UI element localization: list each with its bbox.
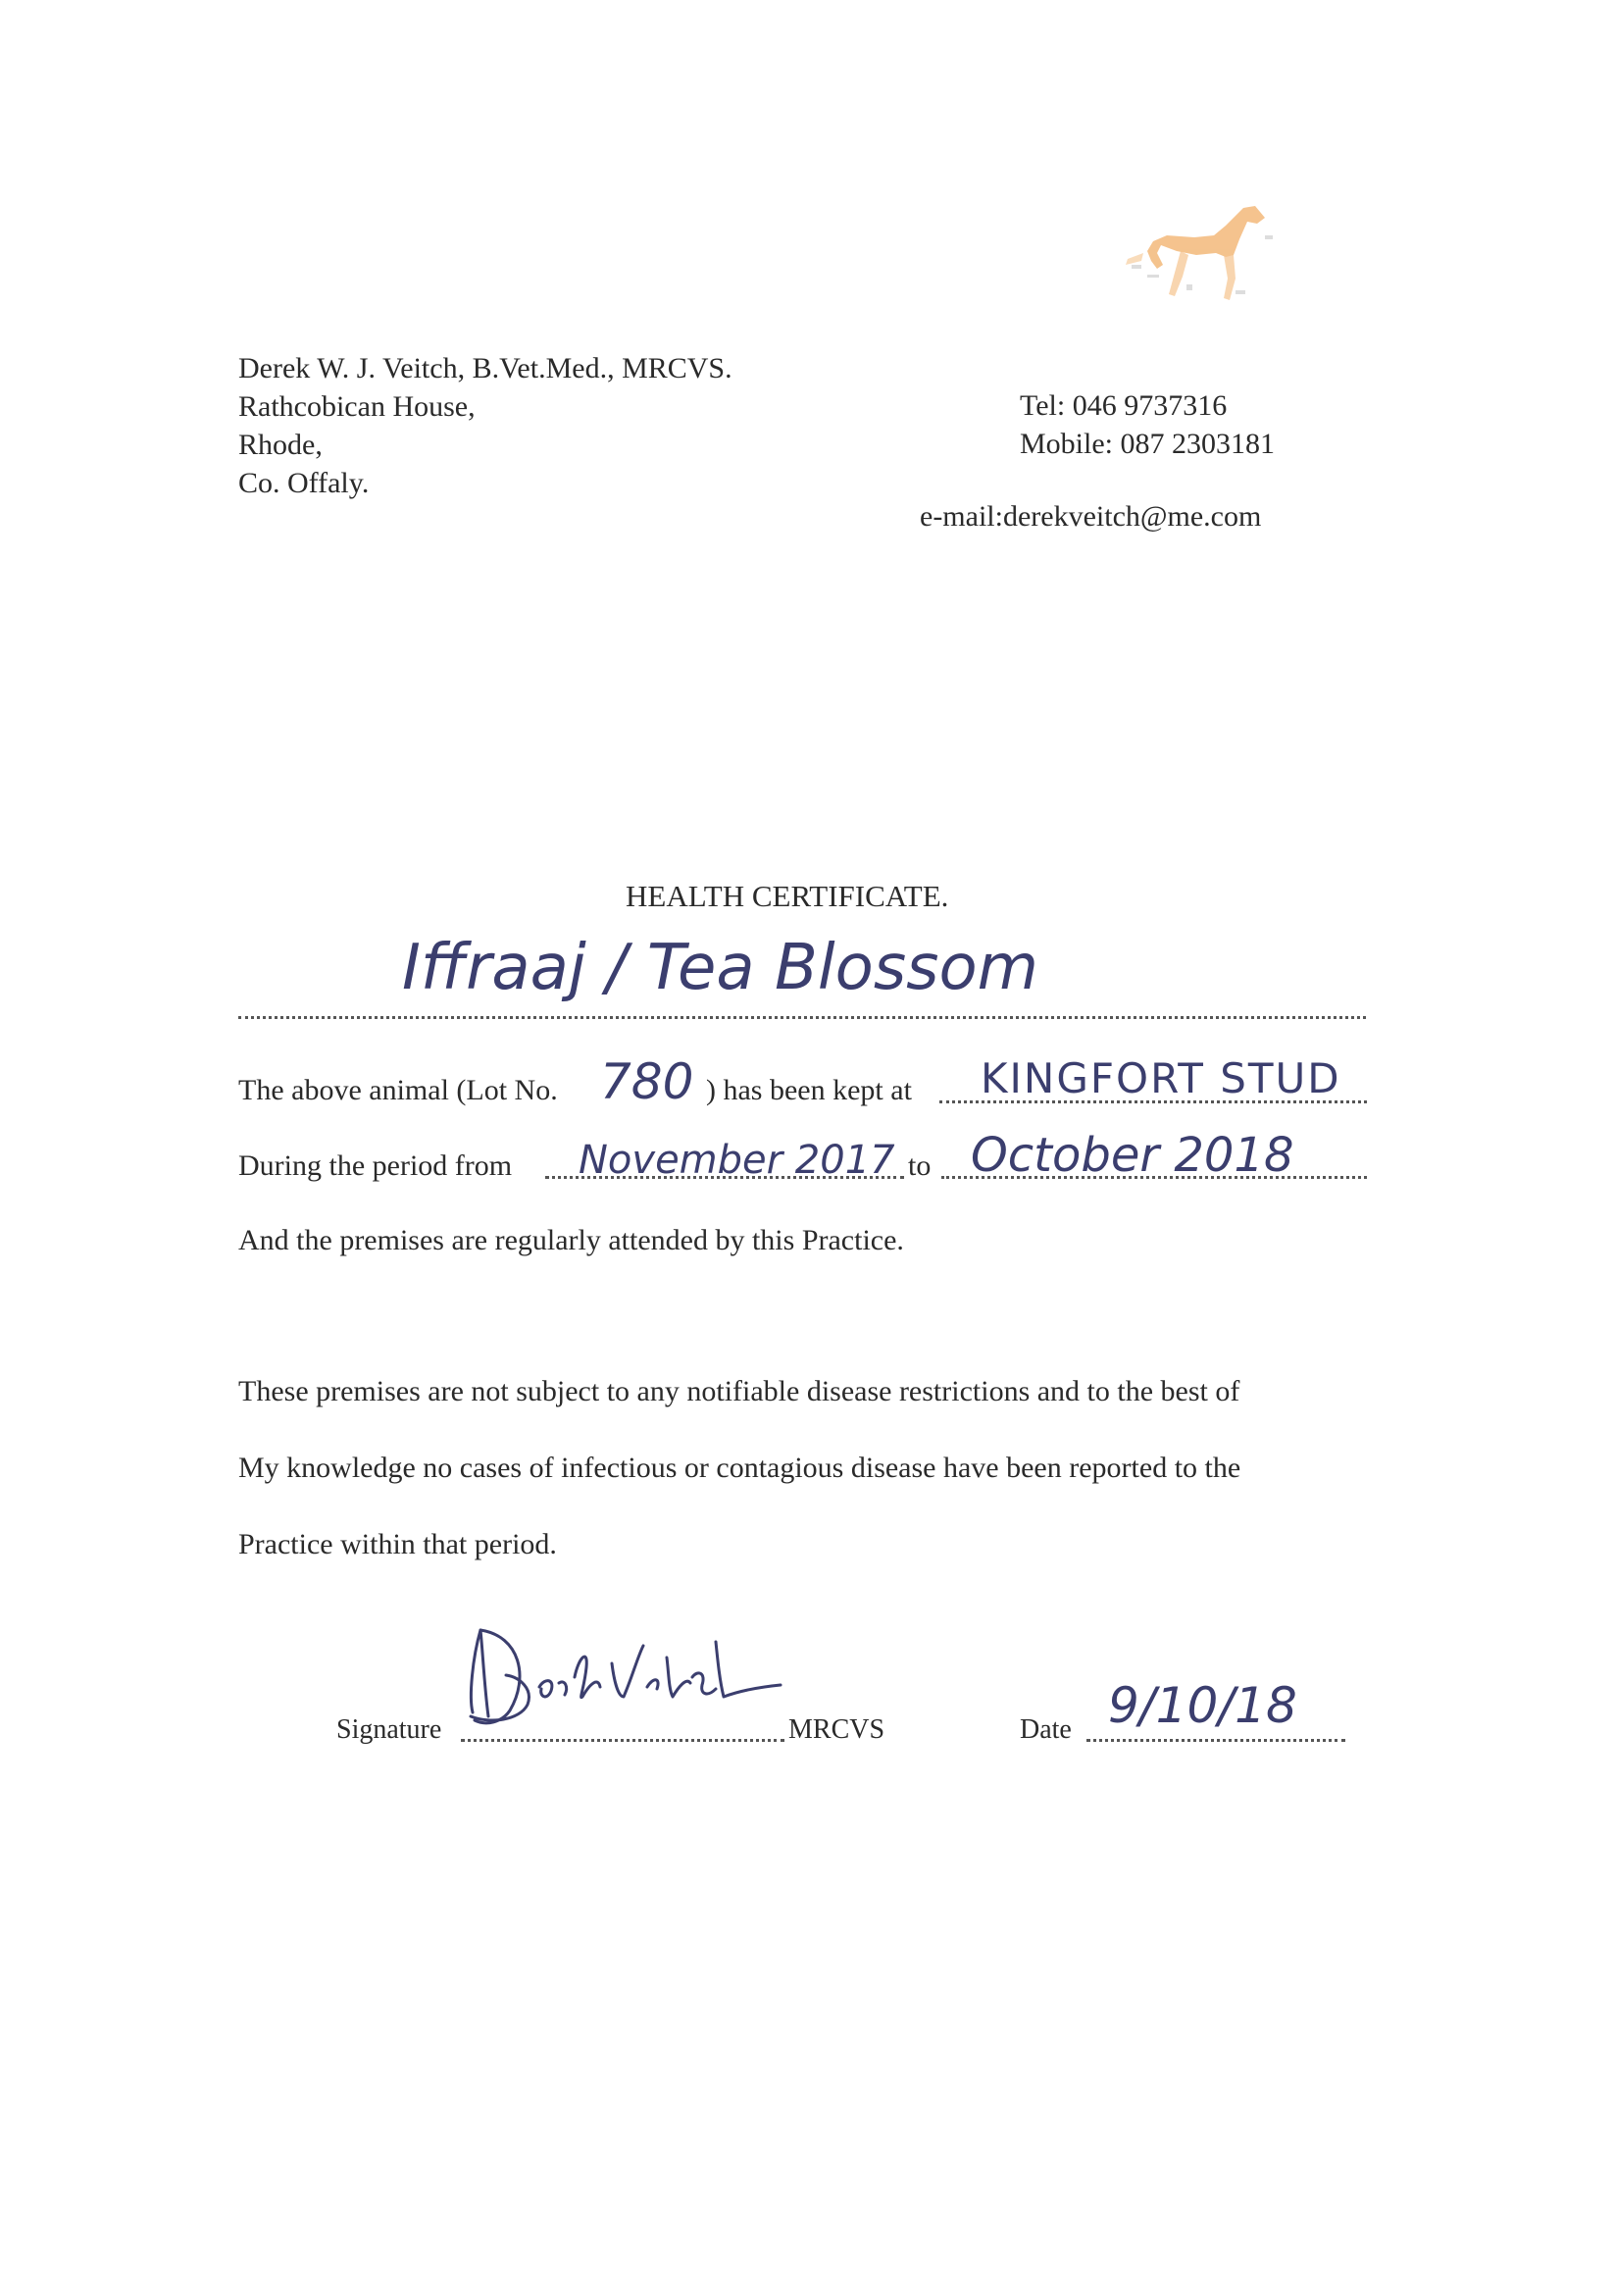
- practice-contact: [1020, 386, 1275, 463]
- vet-name-line: Derek W. J. Veitch, B.Vet.Med., MRCVS.: [238, 352, 732, 384]
- address-line-house: Rathcobican House,: [238, 390, 476, 423]
- signature-label: Signature: [336, 1714, 442, 1745]
- period-from-handwritten: November 2017: [579, 1138, 895, 1183]
- signature-handwriting-icon: [451, 1618, 784, 1746]
- lot-number-handwritten: 780: [600, 1053, 694, 1110]
- date-label: Date: [1020, 1714, 1072, 1745]
- email-address: e-mail:derekveitch@me.com: [920, 500, 1262, 533]
- date-dotted-line: [1086, 1739, 1345, 1742]
- mobile-phone: Mobile: 087 2303181: [1020, 428, 1275, 460]
- attendance-statement: And the premises are regularly attended by this Practice.: [238, 1224, 904, 1256]
- horse-logo-icon: [1118, 196, 1294, 314]
- address-line-county: Co. Offaly.: [238, 467, 370, 499]
- date-handwritten: 9/10/18: [1108, 1677, 1297, 1734]
- lot-line-suffix: ) has been kept at: [706, 1074, 912, 1106]
- telephone: Tel: 046 9737316: [1020, 389, 1228, 422]
- statement-line-2: My knowledge no cases of infectious or contagious disease have been reported to the: [238, 1452, 1241, 1484]
- period-to-label: to: [908, 1149, 932, 1182]
- practice-address: [238, 349, 732, 502]
- animal-name-dotted-line: [238, 1016, 1366, 1019]
- certificate-title: HEALTH CERTIFICATE.: [626, 879, 949, 913]
- animal-name-handwritten: Iffraaj / Tea Blossom: [402, 932, 1038, 1004]
- period-label: During the period from: [238, 1149, 513, 1182]
- address-line-town: Rhode,: [238, 429, 323, 461]
- premises-handwritten: KINGFORT STUD: [981, 1054, 1341, 1102]
- statement-line-1: These premises are not subject to any notifiable disease restrictions and to the best of: [238, 1375, 1240, 1407]
- lot-line-prefix: The above animal (Lot No.: [238, 1074, 558, 1106]
- statement-line-3: Practice within that period.: [238, 1528, 557, 1560]
- period-to-handwritten: October 2018: [971, 1128, 1294, 1183]
- signature-suffix-mrcvs: MRCVS: [788, 1714, 885, 1745]
